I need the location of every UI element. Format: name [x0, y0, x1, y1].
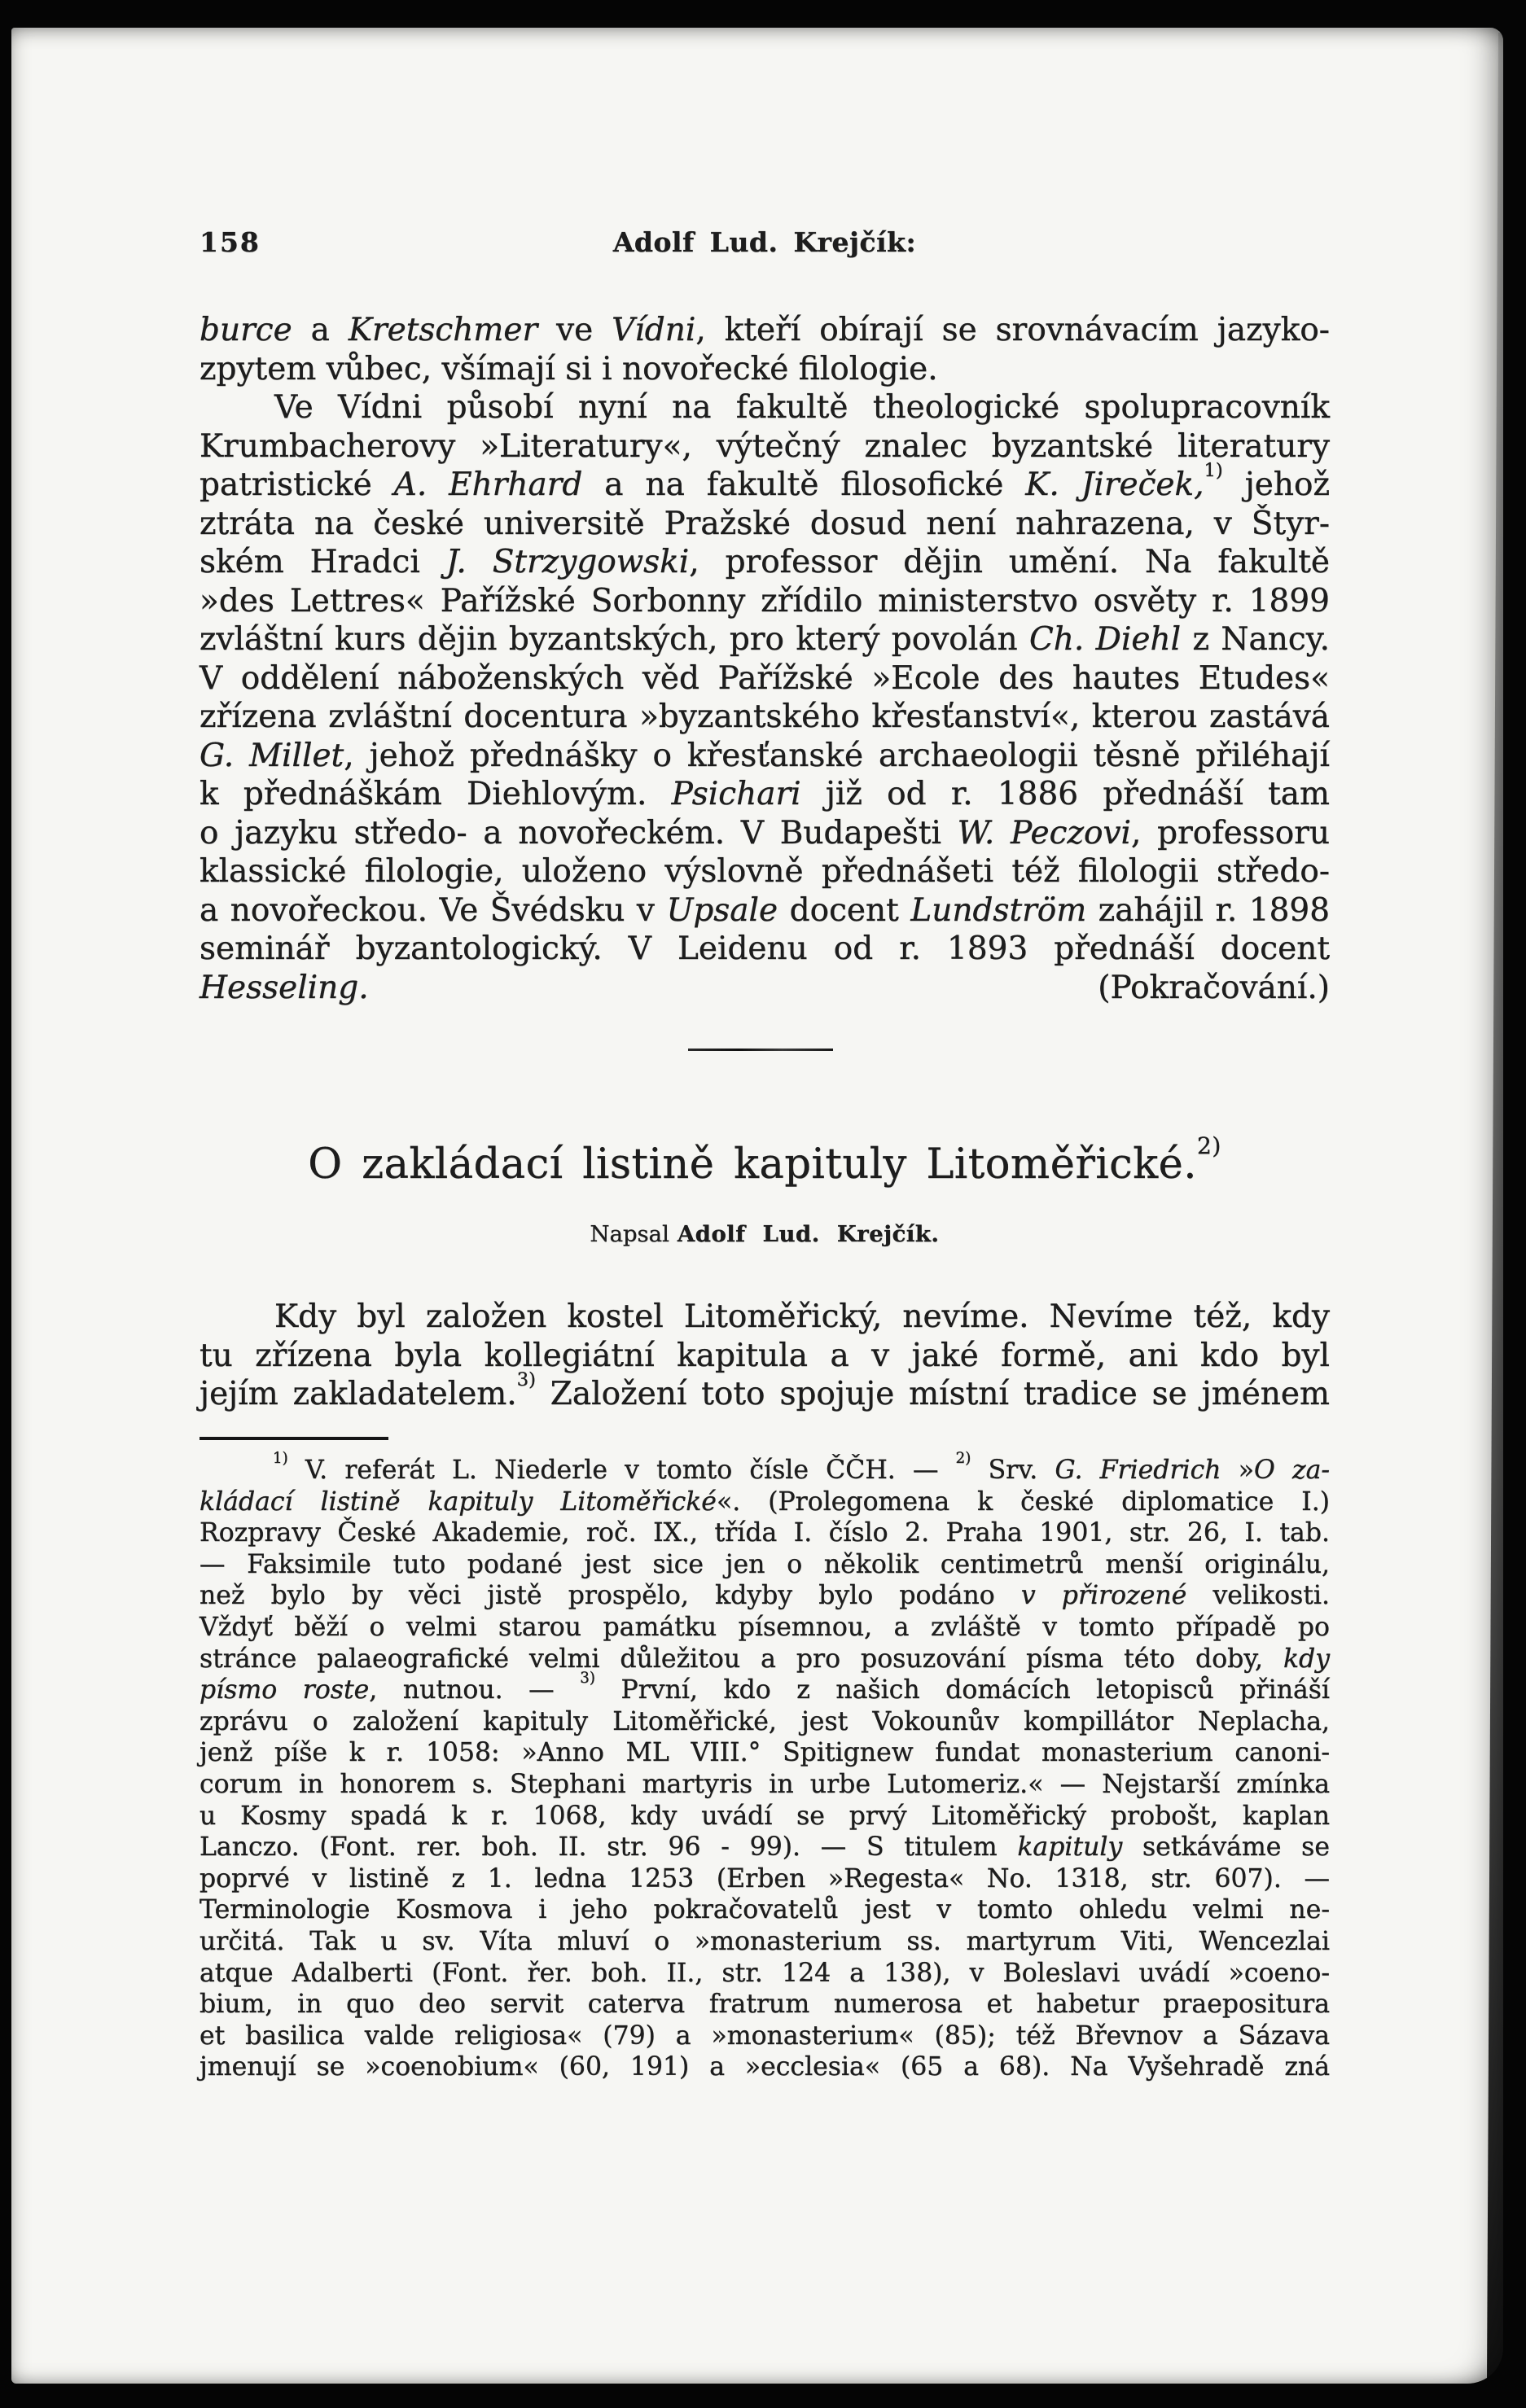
text-line: ztráta na české universitě Pražské dosud není nahrazena, v Štyr- — [200, 505, 1330, 542]
text-line: atque Adalberti (Font. řer. boh. II., str. 124 a 138), v Boleslavi uvádí »coeno- — [200, 1958, 1330, 1988]
page-number: 158 — [200, 226, 261, 258]
article-continuation-paragraphs — [200, 311, 1330, 1007]
text-line: Krumbacherovy »Literatury«, výtečný znalec byzantské literatury — [200, 427, 1330, 465]
text-line: seminář byzantologický. V Leidenu od r. 1893 přednáší docent — [200, 930, 1330, 967]
text-line: zvláštní kurs dějin byzantských, pro který povolán Ch. Diehl z Nancy. — [200, 621, 1330, 658]
text-line: zřízena zvláštní docentura »byzantského křesťanství«, kterou zastává — [200, 698, 1330, 735]
text-line: Rozpravy České Akademie, roč. IX., třída I. číslo 2. Praha 1901, str. 26, I. tab. — [200, 1518, 1330, 1548]
text-line: patristické A. Ehrhard a na fakultě filosofické K. Jireček,$^{1)}$ jehož — [200, 459, 1331, 503]
text-line: zprávu o založení kapituly Litoměřické, jest Vokounův kompillátor Neplacha, — [200, 1706, 1330, 1736]
text-line: Ve Vídni působí nyní na fakultě theologické spolupracovník — [274, 389, 1330, 426]
text-line: poprvé v listině z 1. ledna 1253 (Erben »Regesta« No. 1318, str. 607). — — [200, 1863, 1330, 1894]
text-line: písmo roste, nutnou. — $^{3)}$ První, kdo z našich domácích letopisců přináší — [200, 1669, 1330, 1705]
footnote-separator-rule — [200, 1437, 388, 1440]
text-line: klassické filologie, uloženo výslovně přednášeti též filologii středo- — [200, 853, 1330, 890]
text-line: et basilica valde religiosa« (79) a »monasterium« (85); též Břevnov a Sázava — [200, 2021, 1330, 2051]
text-line: $^{1)}$ V. referát L. Niederle v tomto čísle ČČH. — $^{2)}$ Srv. G. Friedrich »O za- — [273, 1449, 1330, 1485]
text-line: určitá. Tak u sv. Víta mluví o »monasterium ss. martyrum Viti, Wencezlai — [200, 1926, 1330, 1956]
byline-prefix: Napsal — [590, 1221, 669, 1247]
text-line: bium, in quo deo servit caterva fratrum numerosa et habetur praepositura — [200, 1990, 1330, 2020]
text-line: »des Lettres« Pařížské Sorbonny zřídilo ministerstvo osvěty r. 1899 — [200, 582, 1330, 620]
article-title — [200, 1132, 1330, 1190]
byline-author: Adolf Lud. Krejčík. — [677, 1221, 940, 1247]
section-divider-rule — [688, 1049, 833, 1051]
byline — [200, 1220, 1330, 1248]
text-line: Vždyť běží o velmi starou památku písemnou, a zvláště v tomto případě po — [200, 1612, 1330, 1642]
text-line: k přednáškám Diehlovým. Psichari již od r. 1886 přednáší tam — [200, 776, 1330, 812]
text-line: než bylo by věci jistě prospělo, kdyby bylo podáno v přirozené velikosti. — [200, 1581, 1330, 1611]
footnotes-block — [200, 1449, 1331, 2083]
text-line: jejím zakladatelem.$^{3)}$ Založení toto spojuje místní tradice se jménem — [200, 1368, 1330, 1412]
line-left-part: Hesseling. — [200, 969, 369, 1006]
text-line: jmenují se »coenobium« (60, 191) a »ecclesia« (65 a 68). Na Vyšehradě zná — [200, 2052, 1330, 2082]
article-title-footnote-ref: 2) — [1197, 1132, 1221, 1160]
text-line: jenž píše k r. 1058: »Anno ML VIII.° Spitignew fundat monasterium canoni- — [200, 1738, 1330, 1768]
text-line: burce a Kretschmer ve Vídni, kteří obírají se srovnávacím jazyko- — [200, 312, 1330, 348]
text-line: zpytem vůbec, všímají si i novořecké filologie. — [200, 350, 938, 387]
article-title-text: O zakládací listině kapituly Litoměřické. — [308, 1141, 1197, 1189]
text-line: u Kosmy spadá k r. 1068, kdy uvádí se prvý Litoměřický probošt, kaplan — [200, 1801, 1330, 1831]
text-line: Kdy byl založen kostel Litoměřický, nevíme. Nevíme též, kdy — [274, 1298, 1330, 1335]
text-line: a novořeckou. Ve Švédsku v Upsale docent Lundström zahájil r. 1898 — [200, 891, 1331, 929]
line-right-part: (Pokračování.) — [1098, 969, 1330, 1006]
text-line: stránce palaeografické velmi důležitou a pro posuzování písma této doby, kdy — [200, 1644, 1330, 1674]
text-line: G. Millet, jehož přednášky o křesťanské archaeologii těsně přiléhají — [200, 737, 1330, 774]
text-line: corum in honorem s. Stephani martyris in urbe Lutomeriz.« — Nejstarší zmínka — [200, 1769, 1330, 1799]
text-line: kládací listině kapituly Litoměřické«. (Prolegomena k české diplomatice I.) — [200, 1486, 1331, 1517]
text-line: o jazyku středo- a novořeckém. V Budapešti W. Peczovi, professoru — [200, 814, 1330, 852]
article-opening-paragraph — [200, 1298, 1330, 1414]
text-line: tu zřízena byla kollegiátní kapitula a v jaké formě, ani kdo byl — [200, 1337, 1330, 1374]
text-line: Lanczo. (Font. rer. boh. II. str. 96 - 99). — S titulem kapituly setkáváme se — [200, 1832, 1330, 1863]
text-line: V oddělení náboženských věd Pařížské »Ecole des hautes Etudes« — [200, 659, 1330, 697]
text-line: ském Hradci J. Strzygowski, professor dějin umění. Na fakultě — [200, 544, 1330, 580]
text-line: Terminologie Kosmova i jeho pokračovatelů jest v tomto ohledu velmi ne- — [200, 1895, 1330, 1925]
text-line — [200, 969, 1330, 1008]
text-line: — Faksimile tuto podané jest sice jen o několik centimetrů menší originálu, — [200, 1549, 1330, 1579]
running-title: Adolf Lud. Krejčík: — [612, 226, 917, 258]
running-header — [200, 225, 1330, 261]
